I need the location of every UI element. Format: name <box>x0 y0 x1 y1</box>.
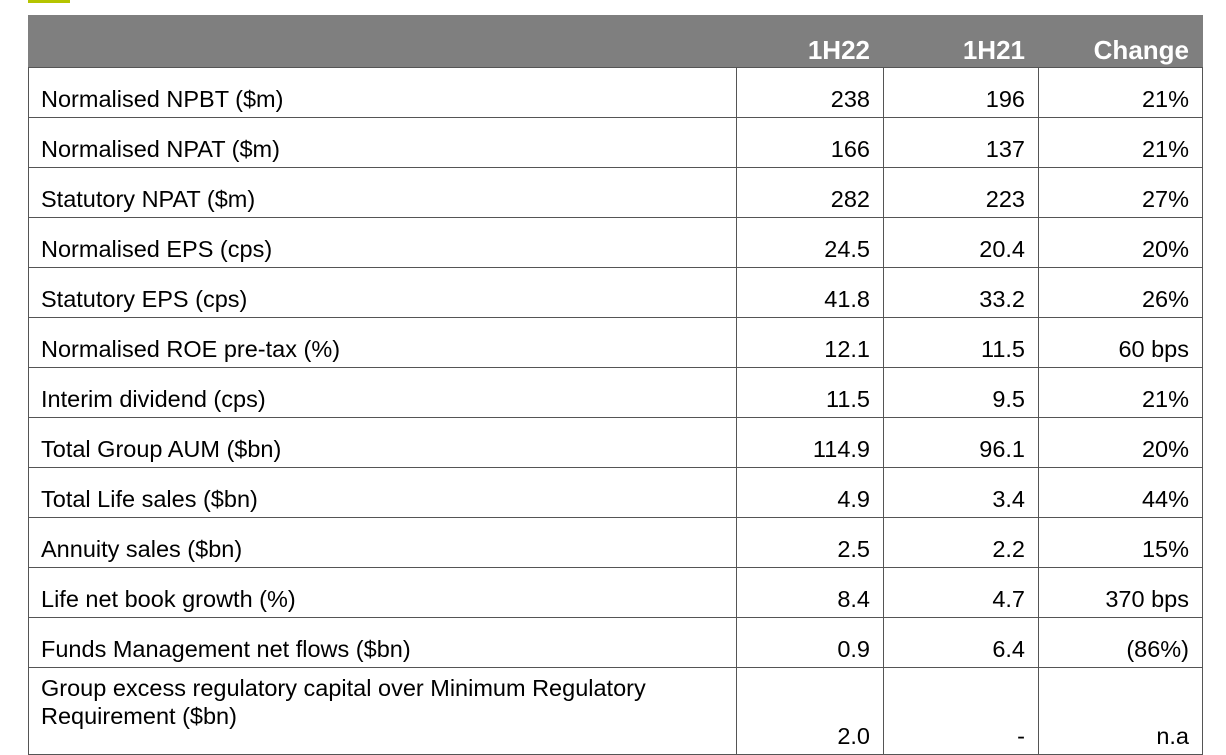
row-change: 370 bps <box>1039 568 1203 618</box>
row-change: 20% <box>1039 218 1203 268</box>
table-row <box>29 418 1203 468</box>
row-change: 21% <box>1039 368 1203 418</box>
table-row <box>29 318 1203 368</box>
row-label: Group excess regulatory capital over Minimum Regulatory Requirement ($bn) <box>29 668 737 755</box>
row-value-1h21: 223 <box>884 168 1039 218</box>
row-change: 15% <box>1039 518 1203 568</box>
row-value-1h21: 137 <box>884 118 1039 168</box>
table-row <box>29 618 1203 668</box>
row-label: Normalised NPBT ($m) <box>29 68 737 118</box>
table-row <box>29 168 1203 218</box>
header-1h21: 1H21 <box>884 16 1039 68</box>
row-value-1h21: 6.4 <box>884 618 1039 668</box>
row-label: Normalised ROE pre-tax (%) <box>29 318 737 368</box>
financial-summary-table <box>28 15 1203 755</box>
row-value-1h22: 238 <box>737 68 884 118</box>
row-label: Statutory EPS (cps) <box>29 268 737 318</box>
row-label: Life net book growth (%) <box>29 568 737 618</box>
row-value-1h22: 8.4 <box>737 568 884 618</box>
table-row <box>29 668 1203 755</box>
table-body <box>29 68 1203 755</box>
row-change: 21% <box>1039 118 1203 168</box>
table-row <box>29 268 1203 318</box>
row-label: Normalised EPS (cps) <box>29 218 737 268</box>
row-value-1h22: 24.5 <box>737 218 884 268</box>
row-change: 20% <box>1039 418 1203 468</box>
row-value-1h22: 2.0 <box>737 668 884 755</box>
row-value-1h21: 96.1 <box>884 418 1039 468</box>
table-row <box>29 568 1203 618</box>
row-change: (86%) <box>1039 618 1203 668</box>
row-value-1h22: 11.5 <box>737 368 884 418</box>
row-value-1h21: - <box>884 668 1039 755</box>
header-label-cell <box>29 16 737 68</box>
row-value-1h22: 41.8 <box>737 268 884 318</box>
table-row <box>29 518 1203 568</box>
row-change: 26% <box>1039 268 1203 318</box>
row-value-1h22: 12.1 <box>737 318 884 368</box>
row-value-1h21: 2.2 <box>884 518 1039 568</box>
row-label: Total Life sales ($bn) <box>29 468 737 518</box>
row-change: 21% <box>1039 68 1203 118</box>
row-value-1h22: 2.5 <box>737 518 884 568</box>
row-label: Funds Management net flows ($bn) <box>29 618 737 668</box>
header-change: Change <box>1039 16 1203 68</box>
row-value-1h21: 196 <box>884 68 1039 118</box>
row-value-1h22: 0.9 <box>737 618 884 668</box>
table-row <box>29 68 1203 118</box>
row-change: n.a <box>1039 668 1203 755</box>
accent-mark <box>28 0 70 3</box>
header-1h22: 1H22 <box>737 16 884 68</box>
row-change: 44% <box>1039 468 1203 518</box>
row-value-1h21: 3.4 <box>884 468 1039 518</box>
row-value-1h22: 282 <box>737 168 884 218</box>
row-label: Interim dividend (cps) <box>29 368 737 418</box>
row-label: Annuity sales ($bn) <box>29 518 737 568</box>
table-header-row <box>29 16 1203 68</box>
table-row <box>29 218 1203 268</box>
row-value-1h21: 20.4 <box>884 218 1039 268</box>
row-change: 27% <box>1039 168 1203 218</box>
table-row <box>29 118 1203 168</box>
row-value-1h21: 4.7 <box>884 568 1039 618</box>
row-label: Statutory NPAT ($m) <box>29 168 737 218</box>
row-value-1h21: 33.2 <box>884 268 1039 318</box>
row-value-1h22: 114.9 <box>737 418 884 468</box>
row-change: 60 bps <box>1039 318 1203 368</box>
row-label: Total Group AUM ($bn) <box>29 418 737 468</box>
row-value-1h21: 9.5 <box>884 368 1039 418</box>
table-row <box>29 368 1203 418</box>
row-value-1h22: 166 <box>737 118 884 168</box>
table-row <box>29 468 1203 518</box>
row-value-1h21: 11.5 <box>884 318 1039 368</box>
row-label: Normalised NPAT ($m) <box>29 118 737 168</box>
row-value-1h22: 4.9 <box>737 468 884 518</box>
